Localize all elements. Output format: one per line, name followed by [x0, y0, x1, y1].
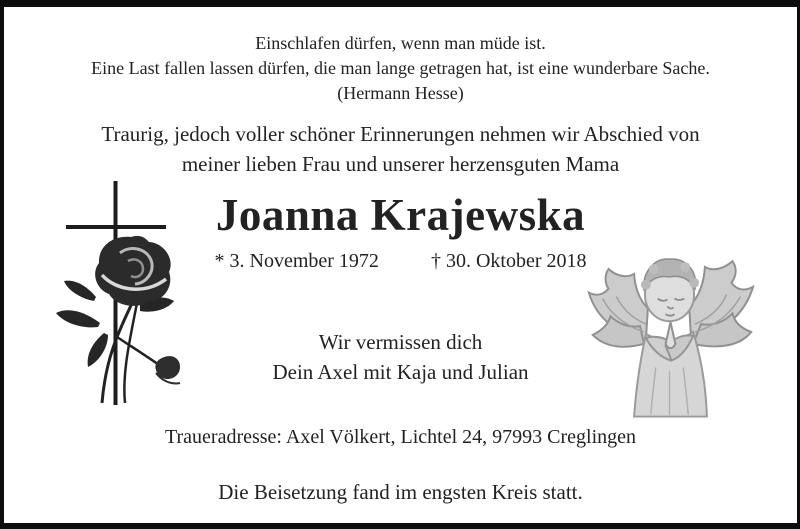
funeral-note: Die Beisetzung fand im engsten Kreis statt. — [218, 480, 583, 504]
quote-block — [4, 7, 797, 106]
intro-line-1: Traurig, jedoch voller schöner Erinnerungen nehmen wir Abschied von — [101, 122, 700, 146]
mourning-address: Traueradresse: Axel Völkert, Lichtel 24, 97993 Creglingen — [164, 426, 636, 448]
quote-line-2: Eine Last fallen lassen dürfen, die man lange getragen hat, ist eine wunderbare Sache. — [91, 58, 710, 78]
farewell-line-2: Dein Axel mit Kaja und Julian — [272, 360, 529, 384]
farewell-line-1: Wir vermissen dich — [318, 330, 483, 354]
quote-attribution: (Hermann Hesse) — [337, 83, 464, 103]
cross-with-rose-icon — [38, 177, 193, 407]
intro-block — [4, 119, 797, 179]
death-date: † 30. Oktober 2018 — [430, 250, 587, 272]
intro-line-2: meiner lieben Frau und unserer herzensguten Mama — [181, 152, 620, 176]
praying-angel-image — [579, 241, 761, 424]
cross-with-rose-image — [38, 177, 193, 412]
birth-date: * 3. November 1972 — [214, 250, 379, 272]
praying-angel-icon — [579, 241, 761, 419]
quote-line-1: Einschlafen dürfen, wenn man müde ist. — [255, 33, 546, 53]
deceased-name: Joanna Krajewska — [215, 190, 586, 240]
